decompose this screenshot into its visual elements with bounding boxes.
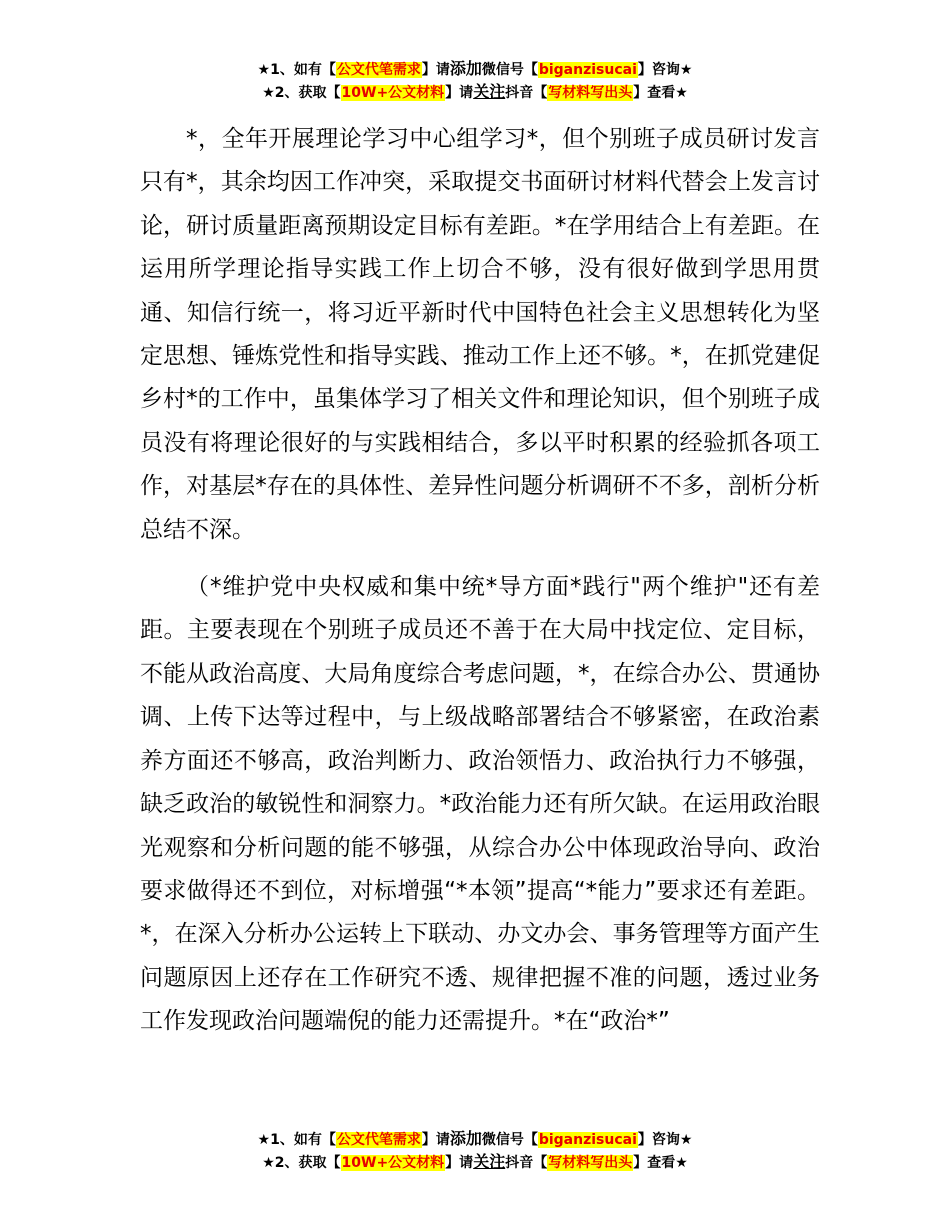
star-icon: ★ <box>262 1155 275 1171</box>
header-banner <box>0 58 950 104</box>
banner-text: 1、如有【 <box>270 1132 336 1148</box>
star-icon: ★ <box>257 1132 271 1148</box>
banner-text: 】查看 <box>633 85 676 101</box>
highlight-wechat-id: biganzisucai <box>538 1132 637 1148</box>
highlight-wechat-id: biganzisucai <box>538 62 637 78</box>
banner-text: 2、获取【 <box>274 85 341 101</box>
banner-line-2 <box>0 81 950 104</box>
highlight-douyin-id: 写材料写出头 <box>548 1155 633 1171</box>
banner-text: 微信号【 <box>481 1132 538 1148</box>
highlight-materials: 10W+公文材料 <box>341 85 445 101</box>
body-paragraph-1: *，全年开展理论学习中心组学习*，但个别班子成员研讨发言只有*，其余均因工作冲突，采取提交书面研讨材料代替会上发言讨论，研讨质量距离预期设定目标有差距。*在学用结合上有差距。在运用所学理论指导实践工作上切合不够，没有很好做到学思用贯通、知信行统一，将习近平新时代中国特色社会主义思想转化为坚定思想、锤炼党性和指导实践、推动工作上还不够。*，在抓党建促乡村*的工作中，虽集体学习了相关文件和理论知识，但个别班子成员没有将理论很好的与实践相结合，多以平时积累的经验抓各项工作，对基层*存在的具体性、差异性问题分析调研不不多，剖析分析总结不深。 <box>140 126 820 543</box>
emphasis-add: 添加 <box>449 1129 482 1148</box>
highlight-douyin-id: 写材料写出头 <box>548 85 633 101</box>
document-body <box>140 118 820 1044</box>
banner-line-1 <box>0 58 950 81</box>
footer-banner <box>0 1128 950 1174</box>
highlight-service: 公文代笔需求 <box>336 62 421 78</box>
banner-text: 】咨询 <box>637 1132 680 1148</box>
banner-text: 】请 <box>445 1155 474 1171</box>
banner-text: 1、如有【 <box>270 62 336 78</box>
banner-text: 】请 <box>421 62 450 78</box>
star-icon: ★ <box>675 1155 688 1171</box>
star-icon: ★ <box>679 62 693 78</box>
banner-text: 2、获取【 <box>274 1155 341 1171</box>
banner-text: 】请 <box>445 85 474 101</box>
body-paragraph-2: （*维护党中央权威和集中统*导方面*践行"两个维护"还有差距。主要表现在个别班子成员还不善于在大局中找定位、定目标，不能从政治高度、大局角度综合考虑问题，*，在综合办公、贯通协调、上传下达等过程中，与上级战略部署结合不够紧密，在政治素养方面还不够高，政治判断力、政治领悟力、政治执行力不够强，缺乏政治的敏锐性和洞察力。*政治能力还有所欠缺。在运用政治眼光观察和分析问题的能不够强，从综合办公中体现政治导向、政治要求做得还不到位，对标增强“*本领”提高“*能力”要求还有差距。*，在深入分析办公运转上下联动、办文办会、事务管理等方面产生问题原因上还存在工作研究不透、规律把握不准的问题，透过业务工作发现政治问题端倪的能力还需提升。*在“政治*” <box>140 574 820 1035</box>
emphasis-add: 添加 <box>449 59 482 78</box>
star-icon: ★ <box>257 62 271 78</box>
star-icon: ★ <box>262 85 275 101</box>
star-icon: ★ <box>675 85 688 101</box>
banner-text: 抖音【 <box>505 85 548 101</box>
emphasis-follow: 关注 <box>473 1152 506 1171</box>
banner-text: 抖音【 <box>505 1155 548 1171</box>
banner-line-2 <box>0 1151 950 1174</box>
highlight-materials: 10W+公文材料 <box>341 1155 445 1171</box>
star-icon: ★ <box>679 1132 693 1148</box>
banner-text: 微信号【 <box>481 62 538 78</box>
emphasis-follow: 关注 <box>473 82 506 101</box>
banner-text: 】请 <box>421 1132 450 1148</box>
banner-text: 】咨询 <box>637 62 680 78</box>
highlight-service: 公文代笔需求 <box>336 1132 421 1148</box>
banner-line-1 <box>0 1128 950 1151</box>
banner-text: 】查看 <box>633 1155 676 1171</box>
